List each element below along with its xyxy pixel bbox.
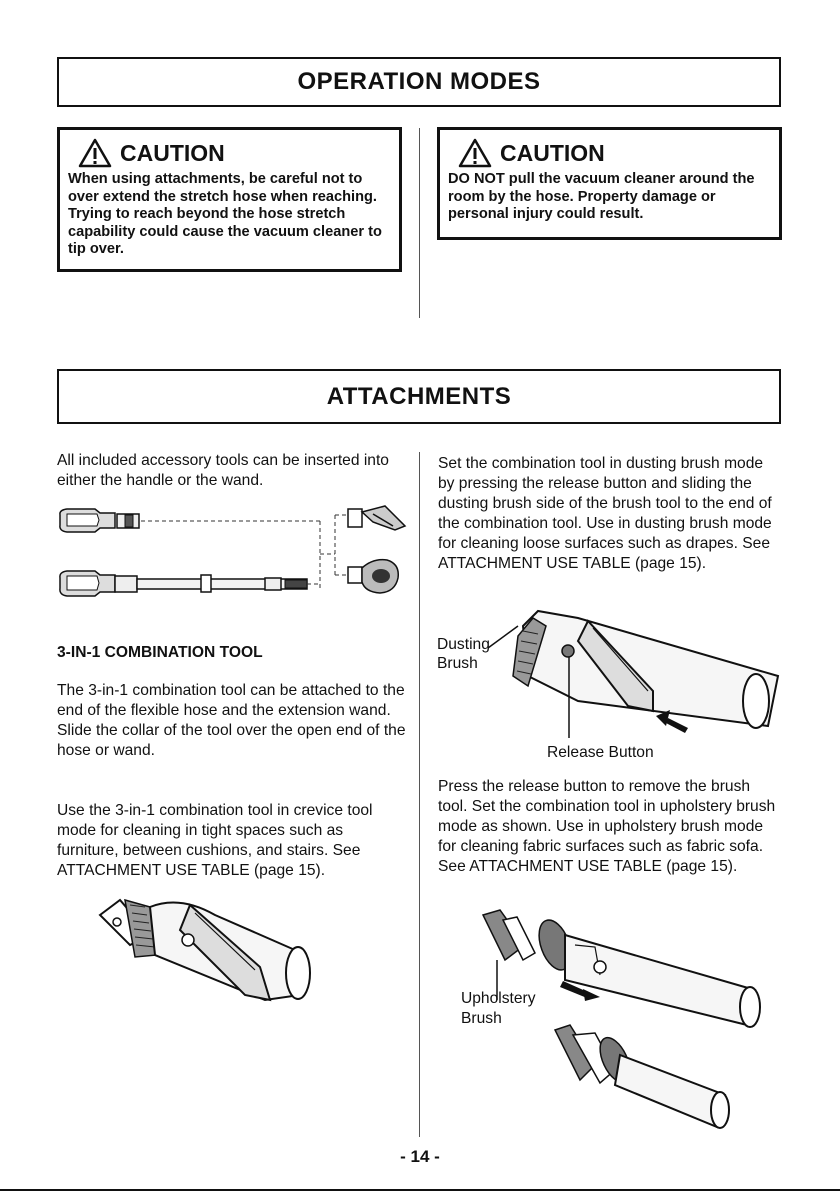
warning-triangle-icon <box>78 138 112 168</box>
caution-box-attachments <box>57 127 402 272</box>
dusting-brush-illustration <box>438 606 778 766</box>
attachments-title: ATTACHMENTS <box>326 382 512 410</box>
combo-tool-heading: 3-IN-1 COMBINATION TOOL <box>57 644 263 661</box>
combo-tool-paragraph-2: Use the 3-in-1 combination tool in crevice tool mode for cleaning in tight spaces such as furniture, between cushions, and stairs. See ATTACHMENT USE TABLE (page 15). <box>57 802 373 879</box>
caution-box-hose <box>437 127 782 240</box>
page-number: - 14 - <box>400 1147 440 1166</box>
upholstery-mode-paragraph: Press the release button to remove the brush tool. Set the combination tool in upholstery brush mode as shown. Use in upholstery brush mode for cleaning fabric surfaces such as fabric sofa. See ATTACHMENT USE TABLE (page 15). <box>438 778 776 875</box>
combination-tool-small-icon <box>348 506 405 530</box>
attachments-header <box>57 369 781 424</box>
caution-heading <box>78 138 389 168</box>
operation-modes-header <box>57 57 781 107</box>
operation-modes-title: OPERATION MODES <box>297 68 541 95</box>
caution-title: CAUTION <box>500 139 605 166</box>
caution-title: CAUTION <box>120 139 225 166</box>
warning-triangle-icon <box>458 138 492 168</box>
caution-text: When using attachments, be careful not to over extend the stretch hose when reaching. Trying to reach beyond the hose stretch capability could cause the vacuum cleaner to tip over. <box>68 171 382 257</box>
upholstery-brush-label-line2: Brush <box>461 1010 502 1027</box>
dusting-mode-paragraph: Set the combination tool in dusting brush mode by pressing the release button and sliding the dusting brush side of the brush tool to the end of the combination tool. Use in dusting brush mode for cleaning loose surfaces such as drapes. See ATTACHMENT USE TABLE (page 15). <box>438 455 772 572</box>
dusting-brush-label-line1: Dusting <box>437 636 490 653</box>
crevice-tool-illustration <box>95 895 325 1015</box>
dusting-brush-label-line2: Brush <box>437 655 478 672</box>
turbo-brush-icon <box>348 560 398 593</box>
upholstery-brush-label-line1: Upholstery <box>461 990 536 1007</box>
release-button-label: Release Button <box>547 744 654 761</box>
caution-heading <box>458 138 769 168</box>
caution-text: DO NOT pull the vacuum cleaner around the room by the hose. Property damage or personal injury could result. <box>448 171 755 222</box>
attachments-intro: All included accessory tools can be inserted into either the handle or the wand. <box>57 452 389 489</box>
column-divider-top <box>419 128 420 318</box>
combo-tool-paragraph-1: The 3-in-1 combination tool can be attached to the end of the flexible hose and the extension wand. Slide the collar of the tool over the open end of the hose or wand. <box>57 682 406 759</box>
handle-wand-illustration <box>55 500 415 610</box>
column-divider-bottom <box>419 452 420 1137</box>
